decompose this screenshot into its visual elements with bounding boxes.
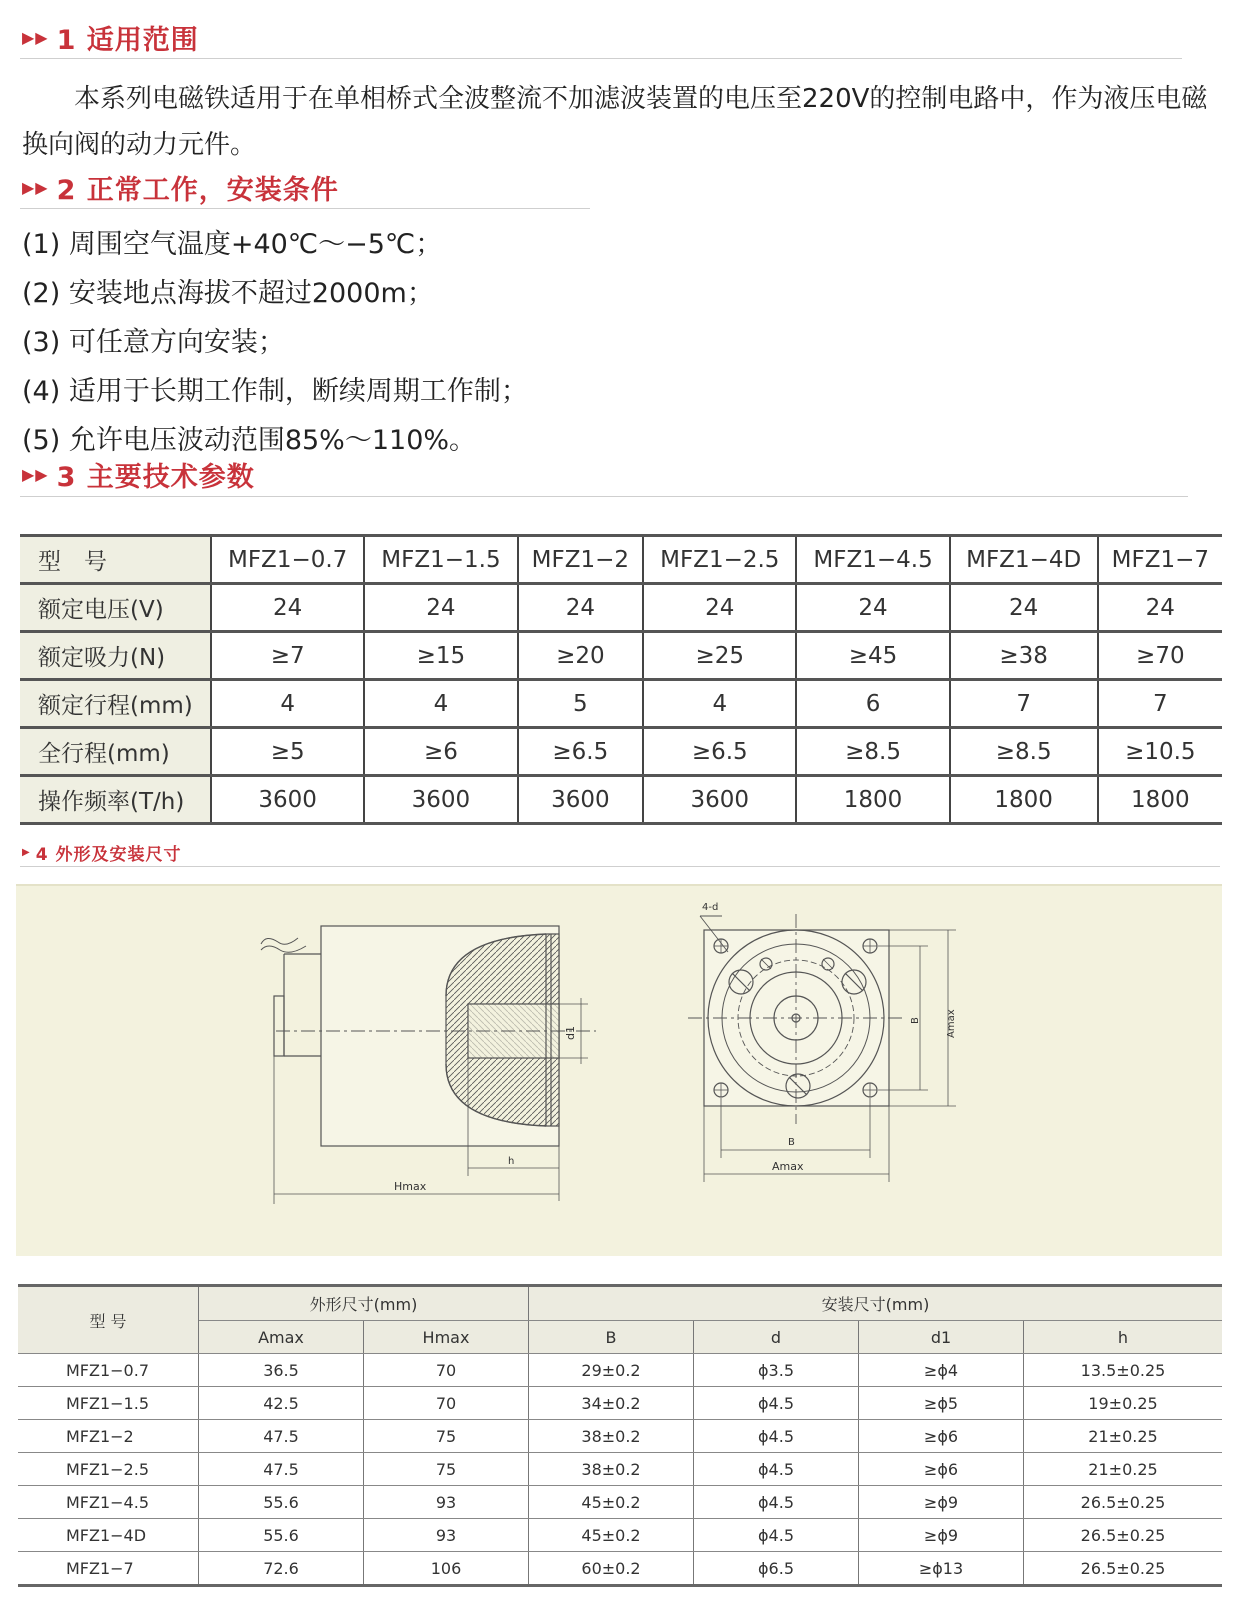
section-marker-icon: ▶▶: [22, 28, 49, 47]
table-cell: ϕ3.5: [694, 1354, 859, 1387]
table-cell: 47.5: [199, 1453, 364, 1486]
model-cell: MFZ1−1.5: [18, 1387, 199, 1420]
front-view: [688, 914, 956, 1182]
table-cell: 29±0.2: [529, 1354, 694, 1387]
row-header: 额定行程(mm): [20, 680, 211, 728]
group-header-outer: 外形尺寸(mm): [199, 1286, 529, 1321]
table-cell: 72.6: [199, 1552, 364, 1586]
table-row: [18, 1552, 1222, 1586]
model-header: 型 号: [18, 1286, 199, 1354]
table-cell: 3600: [518, 776, 644, 824]
table-cell: 55.6: [199, 1486, 364, 1519]
row-header: 型 号: [20, 536, 211, 584]
table-cell: ≥45: [796, 632, 949, 680]
section-marker-icon: ▶: [22, 847, 31, 858]
label-4-d: 4-d: [702, 902, 719, 913]
model-cell: MFZ1−7: [18, 1552, 199, 1586]
section3-title: 3 主要技术参数: [56, 462, 255, 493]
model-cell: MFZ1−4D: [18, 1519, 199, 1552]
section-marker-icon: ▶▶: [22, 465, 49, 484]
table-cell: ϕ4.5: [694, 1486, 859, 1519]
column-header: d1: [859, 1321, 1024, 1354]
table-cell: 45±0.2: [529, 1486, 694, 1519]
table-cell: 38±0.2: [529, 1420, 694, 1453]
section1-heading: [22, 18, 199, 57]
table-cell: 21±0.25: [1024, 1453, 1223, 1486]
table-cell: 75: [364, 1420, 529, 1453]
table-cell: 26.5±0.25: [1024, 1486, 1223, 1519]
table-cell: 75: [364, 1453, 529, 1486]
section1-title: 1 适用范围: [56, 25, 199, 56]
table-cell: ≥38: [950, 632, 1098, 680]
label-b-vertical: B: [910, 1017, 921, 1024]
table-cell: 42.5: [199, 1387, 364, 1420]
table-cell: 3600: [211, 776, 364, 824]
table-cell: ϕ6.5: [694, 1552, 859, 1586]
outline-drawing-panel: [16, 884, 1222, 1256]
table-cell: 4: [211, 680, 364, 728]
section4-rule: [20, 866, 1220, 867]
table-cell: 1800: [1098, 776, 1222, 824]
side-view: [261, 926, 596, 1204]
table-row: [18, 1486, 1222, 1519]
table-cell: ≥6.5: [518, 728, 644, 776]
table-cell: ≥ϕ6: [859, 1420, 1024, 1453]
table-subheader-row: [18, 1321, 1222, 1354]
table-cell: 55.6: [199, 1519, 364, 1552]
table-cell: MFZ1−1.5: [364, 536, 517, 584]
dimensions-table: [18, 1284, 1222, 1587]
table-cell: 7: [1098, 680, 1222, 728]
table-cell: 47.5: [199, 1420, 364, 1453]
group-header-mount: 安装尺寸(mm): [529, 1286, 1223, 1321]
section2-heading: [22, 168, 339, 207]
section-marker-icon: ▶▶: [22, 178, 49, 197]
table-cell: 24: [796, 584, 949, 632]
table-cell: ≥70: [1098, 632, 1222, 680]
section1-rule: [20, 58, 1182, 59]
condition-item: (3) 可任意方向安装；: [22, 327, 285, 358]
label-amax-horizontal: Amax: [772, 1160, 804, 1173]
section3-rule: [20, 496, 1188, 497]
table-cell: 4: [364, 680, 517, 728]
column-header: Amax: [199, 1321, 364, 1354]
table-cell: 1800: [796, 776, 949, 824]
label-b-horizontal: B: [788, 1137, 795, 1148]
table-cell: 60±0.2: [529, 1552, 694, 1586]
table-cell: ≥25: [643, 632, 796, 680]
table-cell: 4: [643, 680, 796, 728]
table-cell: ≥ϕ4: [859, 1354, 1024, 1387]
table-cell: 70: [364, 1387, 529, 1420]
table-cell: ϕ4.5: [694, 1519, 859, 1552]
table-cell: 93: [364, 1519, 529, 1552]
condition-item: (5) 允许电压波动范围85%～110%。: [22, 425, 477, 456]
table-cell: 1800: [950, 776, 1098, 824]
table-row: [20, 584, 1222, 632]
table-row: [18, 1420, 1222, 1453]
model-cell: MFZ1−0.7: [18, 1354, 199, 1387]
table-cell: ≥6: [364, 728, 517, 776]
table-row: [18, 1453, 1222, 1486]
table-cell: 45±0.2: [529, 1519, 694, 1552]
table-cell: ≥8.5: [796, 728, 949, 776]
label-d1: d1: [564, 1026, 577, 1040]
table-cell: 93: [364, 1486, 529, 1519]
table-cell: 38±0.2: [529, 1453, 694, 1486]
table-cell: MFZ1−2.5: [643, 536, 796, 584]
table-cell: 70: [364, 1354, 529, 1387]
table-cell: MFZ1−4.5: [796, 536, 949, 584]
technical-parameters-table: [20, 534, 1222, 825]
table-row: [18, 1387, 1222, 1420]
table-cell: ≥15: [364, 632, 517, 680]
table-cell: ≥8.5: [950, 728, 1098, 776]
table-cell: MFZ1−0.7: [211, 536, 364, 584]
column-header: Hmax: [364, 1321, 529, 1354]
column-header: d: [694, 1321, 859, 1354]
model-cell: MFZ1−2: [18, 1420, 199, 1453]
table-cell: 6: [796, 680, 949, 728]
condition-item: (4) 适用于长期工作制，断续周期工作制；: [22, 376, 528, 407]
table-cell: ≥ϕ9: [859, 1486, 1024, 1519]
table-cell: 34±0.2: [529, 1387, 694, 1420]
table-cell: ≥ϕ6: [859, 1453, 1024, 1486]
table-cell: ≥6.5: [643, 728, 796, 776]
section3-heading: [22, 455, 255, 494]
section4-title: 4 外形及安装尺寸: [35, 845, 182, 865]
table-row: [20, 632, 1222, 680]
table-cell: MFZ1−7: [1098, 536, 1222, 584]
table-cell: 26.5±0.25: [1024, 1552, 1223, 1586]
label-amax-vertical: Amax: [946, 1009, 957, 1038]
row-header: 全行程(mm): [20, 728, 211, 776]
column-header: B: [529, 1321, 694, 1354]
section4-heading: [22, 840, 181, 865]
table-cell: ≥7: [211, 632, 364, 680]
table-cell: ≥ϕ13: [859, 1552, 1024, 1586]
table-row: [18, 1519, 1222, 1552]
table-cell: ϕ4.5: [694, 1420, 859, 1453]
model-cell: MFZ1−2.5: [18, 1453, 199, 1486]
table-cell: ≥5: [211, 728, 364, 776]
table-cell: 5: [518, 680, 644, 728]
label-hmax: Hmax: [394, 1180, 427, 1193]
table-cell: 24: [950, 584, 1098, 632]
label-h: h: [508, 1156, 515, 1167]
table-cell: ≥10.5: [1098, 728, 1222, 776]
table-cell: 3600: [364, 776, 517, 824]
row-header: 额定电压(V): [20, 584, 211, 632]
table-row: [20, 680, 1222, 728]
condition-item: (2) 安装地点海拔不超过2000m；: [22, 278, 434, 309]
section1-text: 本系列电磁铁适用于在单相桥式全波整流不加滤波装置的电压至220V的控制电路中，作为液压电磁换向阀的动力元件。: [22, 84, 1208, 160]
table-cell: 26.5±0.25: [1024, 1519, 1223, 1552]
model-cell: MFZ1−4.5: [18, 1486, 199, 1519]
column-header: h: [1024, 1321, 1223, 1354]
table-cell: ≥20: [518, 632, 644, 680]
condition-item: (1) 周围空气温度+40℃～−5℃；: [22, 229, 443, 260]
technical-drawing: [16, 886, 1222, 1256]
table-cell: 24: [518, 584, 644, 632]
section2-rule: [20, 208, 590, 209]
table-cell: 24: [643, 584, 796, 632]
table-cell: ϕ4.5: [694, 1387, 859, 1420]
table-cell: MFZ1−4D: [950, 536, 1098, 584]
row-header: 额定吸力(N): [20, 632, 211, 680]
table-cell: ≥ϕ9: [859, 1519, 1024, 1552]
table-cell: 19±0.25: [1024, 1387, 1223, 1420]
table-row: [20, 728, 1222, 776]
table-header-row: [18, 1286, 1222, 1321]
table-cell: 106: [364, 1552, 529, 1586]
table-cell: 13.5±0.25: [1024, 1354, 1223, 1387]
table-cell: ϕ4.5: [694, 1453, 859, 1486]
table-cell: 3600: [643, 776, 796, 824]
table-cell: 7: [950, 680, 1098, 728]
table-cell: 24: [364, 584, 517, 632]
table-row: [20, 776, 1222, 824]
section2-title: 2 正常工作，安装条件: [56, 175, 339, 206]
table-cell: 24: [1098, 584, 1222, 632]
table-cell: ≥ϕ5: [859, 1387, 1024, 1420]
table-cell: MFZ1−2: [518, 536, 644, 584]
table-cell: 24: [211, 584, 364, 632]
table-row: [20, 536, 1222, 584]
row-header: 操作频率(T/h): [20, 776, 211, 824]
table-row: [18, 1354, 1222, 1387]
table-cell: 36.5: [199, 1354, 364, 1387]
table-cell: 21±0.25: [1024, 1420, 1223, 1453]
